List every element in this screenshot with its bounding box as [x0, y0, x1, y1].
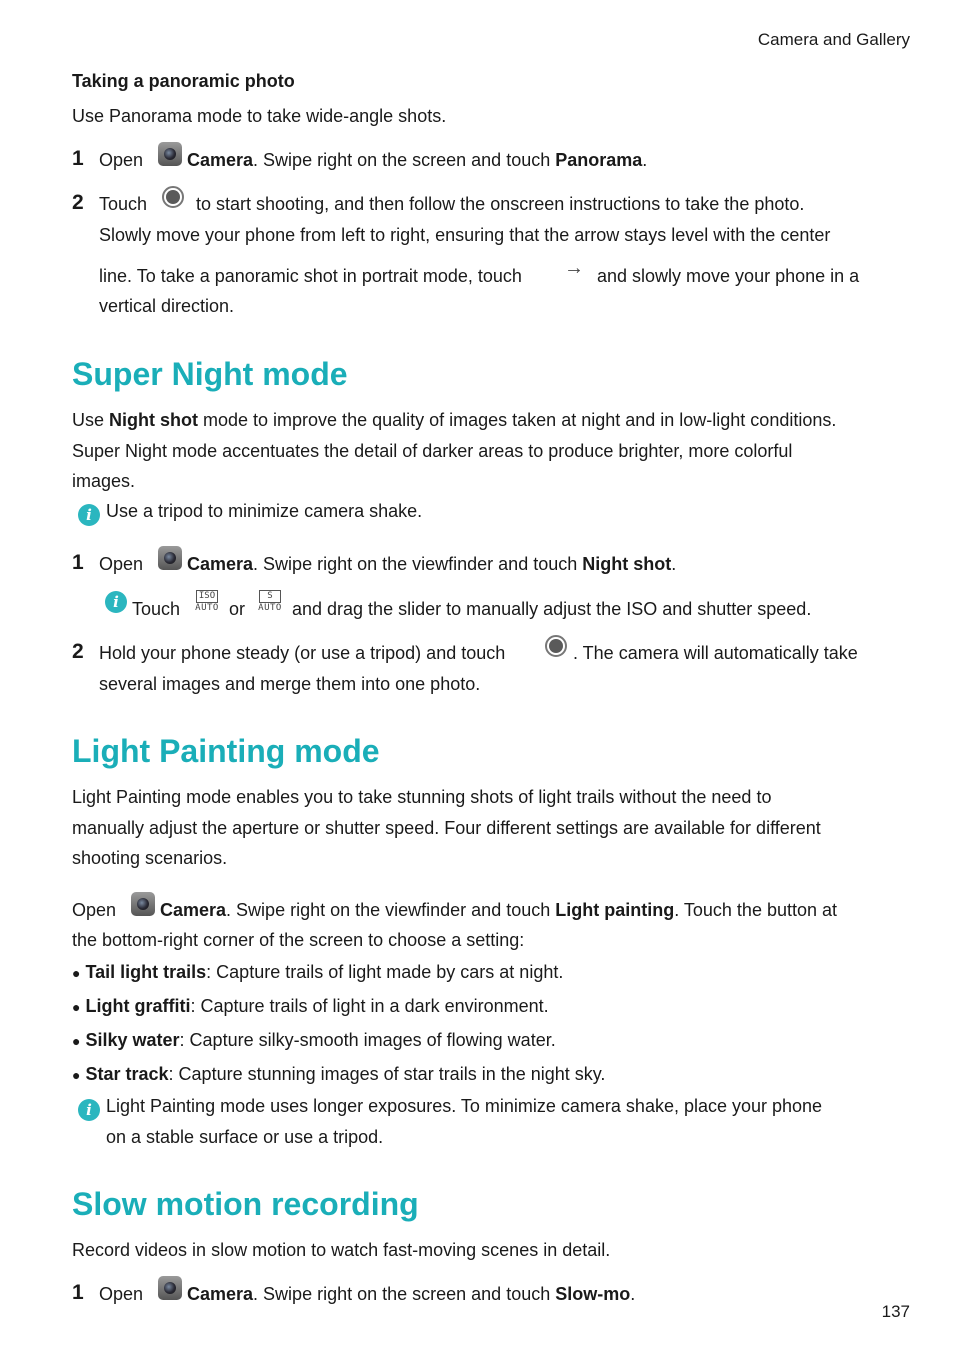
- super-night-p3: images.: [72, 471, 136, 491]
- panorama-step1-open: Open: [99, 150, 144, 170]
- camera-app-icon: [131, 892, 155, 916]
- bullet-desc: : Capture trails of light made by cars at night.: [206, 962, 564, 982]
- shutter-auto-icon: [257, 590, 283, 616]
- text: mode to improve the quality of images taken at night and in low-light conditions.: [198, 410, 837, 430]
- list-item: [72, 996, 549, 1018]
- step-text: . Swipe right on the viewfinder and touch: [226, 900, 556, 920]
- bullet-desc: : Capture trails of light in a dark environment.: [190, 996, 549, 1016]
- iso-label: ISO: [196, 590, 218, 603]
- info-icon: i: [78, 504, 100, 526]
- bullet: ●: [72, 1067, 81, 1083]
- step-end: .: [630, 1284, 636, 1304]
- camera-app-icon: [158, 142, 182, 166]
- step-text: . Touch the button at: [674, 900, 838, 920]
- bullet-desc: : Capture stunning images of star trails in the night sky.: [168, 1064, 606, 1084]
- step-end: .: [642, 150, 648, 170]
- slow-motion-step1-open: Open: [99, 1284, 144, 1304]
- super-night-tip-rest: and drag the slider to manually adjust the ISO and shutter speed.: [292, 599, 812, 619]
- step-text: . Swipe right on the viewfinder and touch: [253, 554, 583, 574]
- s-label: S: [259, 590, 281, 603]
- light-painting-note2: on a stable surface or use a tripod.: [106, 1127, 384, 1147]
- light-painting-p1: Light Painting mode enables you to take stunning shots of light trails without the need to: [72, 787, 772, 807]
- light-painting-label: Light painting: [555, 900, 675, 920]
- camera-label: Camera: [187, 554, 254, 574]
- camera-app-icon: [158, 546, 182, 570]
- bullet-term: Star track: [85, 1064, 169, 1084]
- panorama-intro: Use Panorama mode to take wide-angle shots.: [72, 106, 447, 126]
- bullet-term: Silky water: [85, 1030, 180, 1050]
- super-night-step1-text: [187, 554, 676, 576]
- super-night-title: Super Night mode: [72, 356, 348, 392]
- panorama-heading: Taking a panoramic photo: [72, 71, 295, 91]
- light-painting-title: Light Painting mode: [72, 733, 380, 769]
- slow-motion-step1-text: [187, 1284, 635, 1306]
- auto-label: AUTO: [258, 603, 282, 613]
- light-painting-open-line2: the bottom-right corner of the screen to choose a setting:: [72, 930, 525, 950]
- bullet: ●: [72, 999, 81, 1015]
- super-night-p1: [72, 410, 836, 432]
- super-night-step2-c: several images and merge them into one photo.: [99, 674, 481, 694]
- super-night-p2: Super Night mode accentuates the detail of darker areas to produce brighter, more colorful: [72, 441, 793, 461]
- bullet: ●: [72, 1033, 81, 1049]
- step-text: . Swipe right on the screen and touch: [253, 1284, 556, 1304]
- step-number: 1: [72, 1281, 84, 1304]
- night-shot-label: Night shot: [582, 554, 672, 574]
- bullet-desc: : Capture silky-smooth images of flowing water.: [179, 1030, 556, 1050]
- step-end: .: [671, 554, 677, 574]
- shutter-icon: [162, 186, 184, 208]
- bullet: ●: [72, 965, 81, 981]
- light-painting-open: Open: [72, 900, 117, 920]
- camera-app-icon: [158, 1276, 182, 1300]
- step-number: 2: [72, 191, 84, 214]
- super-night-note: Use a tripod to minimize camera shake.: [106, 501, 423, 521]
- list-item: [72, 1030, 556, 1052]
- night-shot-label: Night shot: [109, 410, 198, 430]
- slow-mo-label: Slow-mo: [555, 1284, 631, 1304]
- step-number: 2: [72, 640, 84, 663]
- camera-label: Camera: [187, 150, 254, 170]
- step-text: . Swipe right on the screen and touch: [253, 150, 556, 170]
- iso-auto-icon: [194, 590, 220, 616]
- super-night-step1-open: Open: [99, 554, 144, 574]
- panorama-step2-line3a: line. To take a panoramic shot in portrait mode, touch: [99, 266, 522, 286]
- camera-label: Camera: [160, 900, 227, 920]
- step-number: 1: [72, 551, 84, 574]
- text: Use: [72, 410, 110, 430]
- panorama-step1-text: [187, 150, 647, 172]
- bullet-term: Light graffiti: [85, 996, 191, 1016]
- super-night-step2-b: . The camera will automatically take: [573, 643, 858, 663]
- light-painting-p3: shooting scenarios.: [72, 848, 228, 868]
- light-painting-open-text: [160, 900, 837, 922]
- page-number: 137: [881, 1302, 910, 1321]
- light-painting-note1: Light Painting mode uses longer exposures. To minimize camera shake, place your phone: [106, 1096, 823, 1116]
- arrow-right-icon: →: [564, 257, 584, 279]
- super-night-step2-a: Hold your phone steady (or use a tripod) and touch: [99, 643, 506, 663]
- bullet-term: Tail light trails: [85, 962, 207, 982]
- running-header: Camera and Gallery: [757, 30, 910, 49]
- camera-label: Camera: [187, 1284, 254, 1304]
- list-item: [72, 962, 563, 984]
- panorama-step2-line3b: and slowly move your phone in a: [597, 266, 860, 286]
- panorama-step2-line2: Slowly move your phone from left to right, ensuring that the arrow stays level with the center: [99, 225, 831, 245]
- info-icon: i: [105, 591, 127, 613]
- info-icon: i: [78, 1099, 100, 1121]
- panorama-step2-line1: to start shooting, and then follow the onscreen instructions to take the photo.: [196, 194, 805, 214]
- super-night-tip-touch: Touch: [132, 599, 181, 619]
- light-painting-p2: manually adjust the aperture or shutter speed. Four different settings are available for different: [72, 818, 821, 838]
- slow-motion-intro: Record videos in slow motion to watch fast-moving scenes in detail.: [72, 1240, 611, 1260]
- panorama-label: Panorama: [555, 150, 643, 170]
- panorama-step2-line4: vertical direction.: [99, 296, 235, 316]
- slow-motion-title: Slow motion recording: [72, 1186, 419, 1222]
- auto-label: AUTO: [195, 603, 219, 613]
- shutter-icon: [545, 635, 567, 657]
- step-number: 1: [72, 147, 84, 170]
- panorama-step2-touch: Touch: [99, 194, 148, 214]
- list-item: [72, 1064, 605, 1086]
- super-night-tip-or: or: [229, 599, 246, 619]
